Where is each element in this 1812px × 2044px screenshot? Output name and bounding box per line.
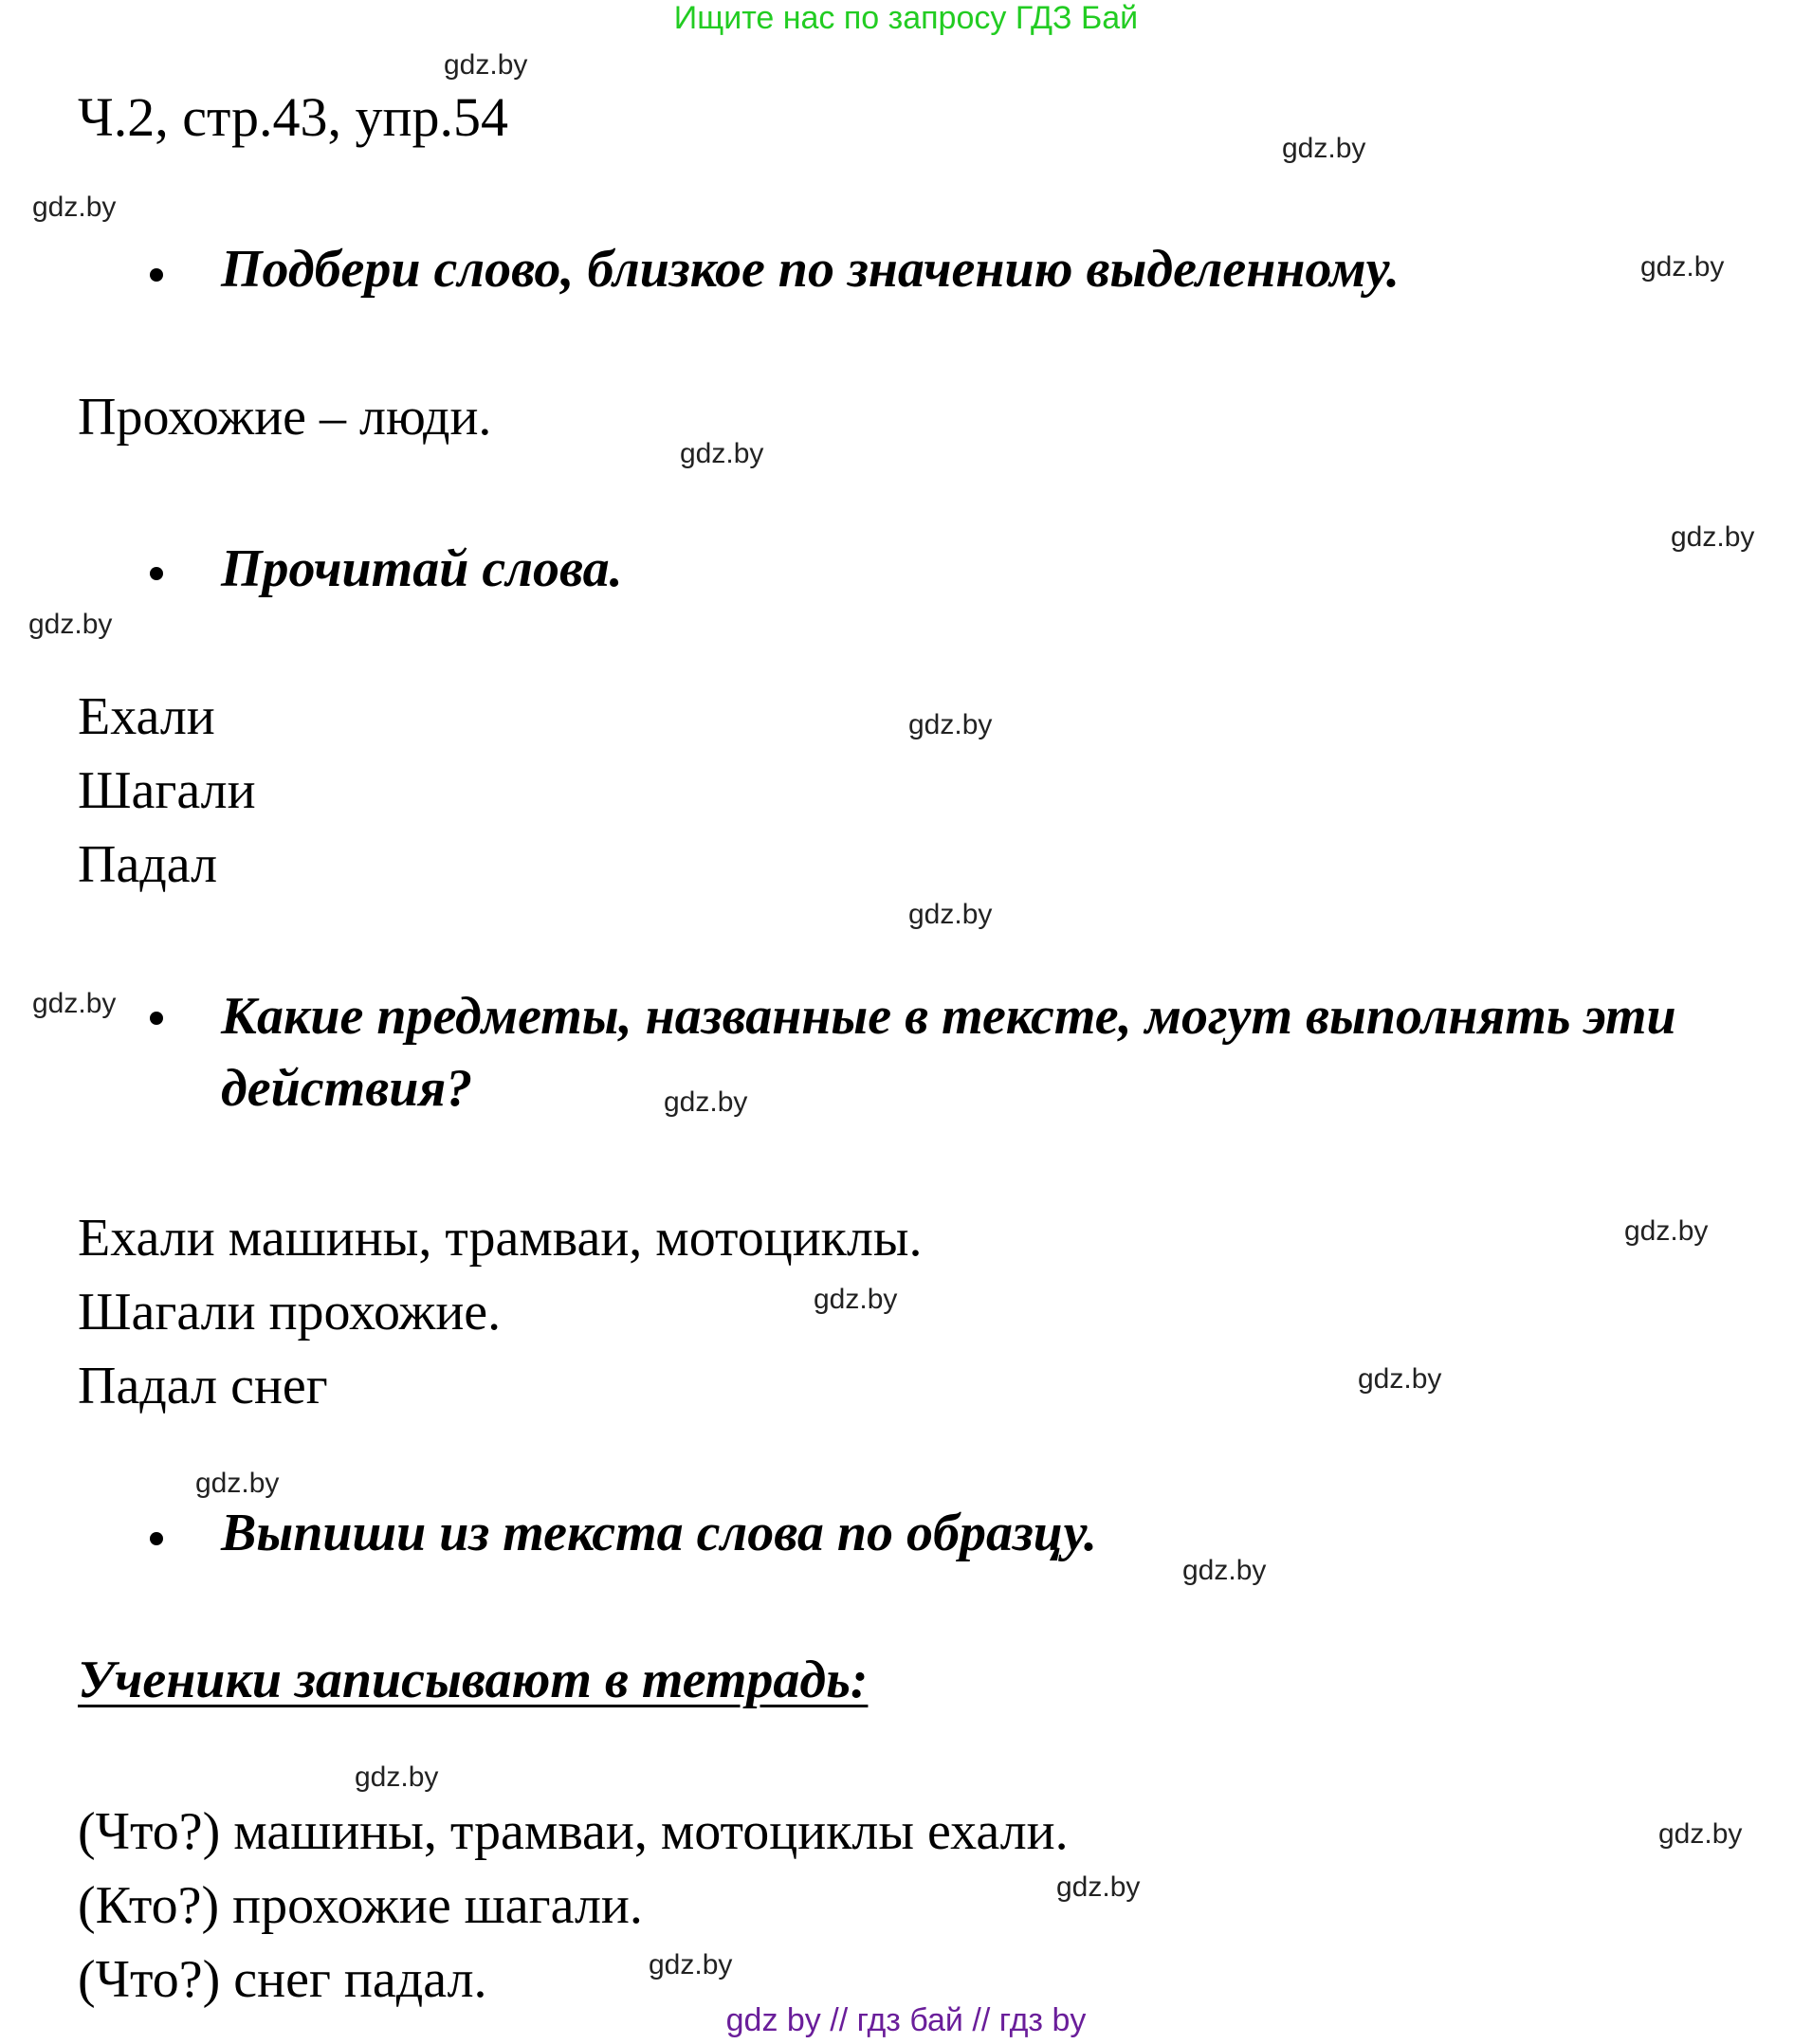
answer-line: (Что?) машины, трамваи, мотоциклы ехали. [78,1802,1069,1861]
watermark: gdz.by [1640,251,1725,283]
watermark: gdz.by [1671,521,1755,553]
watermark: gdz.by [1056,1871,1141,1903]
answer-line: (Кто?) прохожие шагали. [78,1876,643,1935]
watermark: gdz.by [1624,1215,1709,1247]
answer-line: Прохожие – люди. [78,388,492,447]
watermark: gdz.by [355,1761,439,1793]
watermark: gdz.by [908,899,993,930]
bullet-icon [150,1012,163,1025]
task-3: Какие предметы, названные в тексте, могут выполнять эти действия? [221,987,1676,1118]
watermark: gdz.by [32,192,117,223]
task-4: Выпиши из текста слова по образцу. [221,1504,1097,1562]
watermark: gdz.by [1358,1363,1442,1395]
word-line: Ехали [78,687,215,746]
watermark: gdz.by [1182,1555,1267,1586]
watermark: gdz.by [649,1949,733,1980]
page-reference: Ч.2, стр.43, упр.54 [78,86,509,148]
watermark: gdz.by [908,709,993,740]
watermark: gdz.by [444,49,528,81]
watermark: gdz.by [195,1468,280,1499]
watermark: gdz.by [664,1086,748,1118]
answer-line: (Что?) снег падал. [78,1950,487,2009]
bullet-icon [150,567,163,580]
watermark: gdz.by [32,988,117,1019]
answer-line: Ехали машины, трамваи, мотоциклы. [78,1209,923,1268]
bullet-icon [150,268,163,282]
footer-links: gdz by // гдз бай // гдз by [725,2002,1087,2038]
bullet-icon [150,1532,163,1545]
watermark: gdz.by [1282,133,1366,164]
top-banner: Ищите нас по запросу ГДЗ Бай [673,0,1139,36]
note-heading: Ученики записывают в тетрадь: [78,1651,869,1709]
word-line: Шагали [78,761,256,820]
answer-line: Падал снег [78,1357,328,1415]
watermark: gdz.by [680,438,764,469]
watermark: gdz.by [1658,1818,1743,1850]
task-1: Подбери слово, близкое по значению выделенному. [221,240,1400,299]
word-line: Падал [78,835,218,894]
answer-line: Шагали прохожие. [78,1283,502,1341]
watermark: gdz.by [28,609,113,640]
task-2: Прочитай слова. [221,539,623,598]
watermark: gdz.by [814,1284,898,1315]
